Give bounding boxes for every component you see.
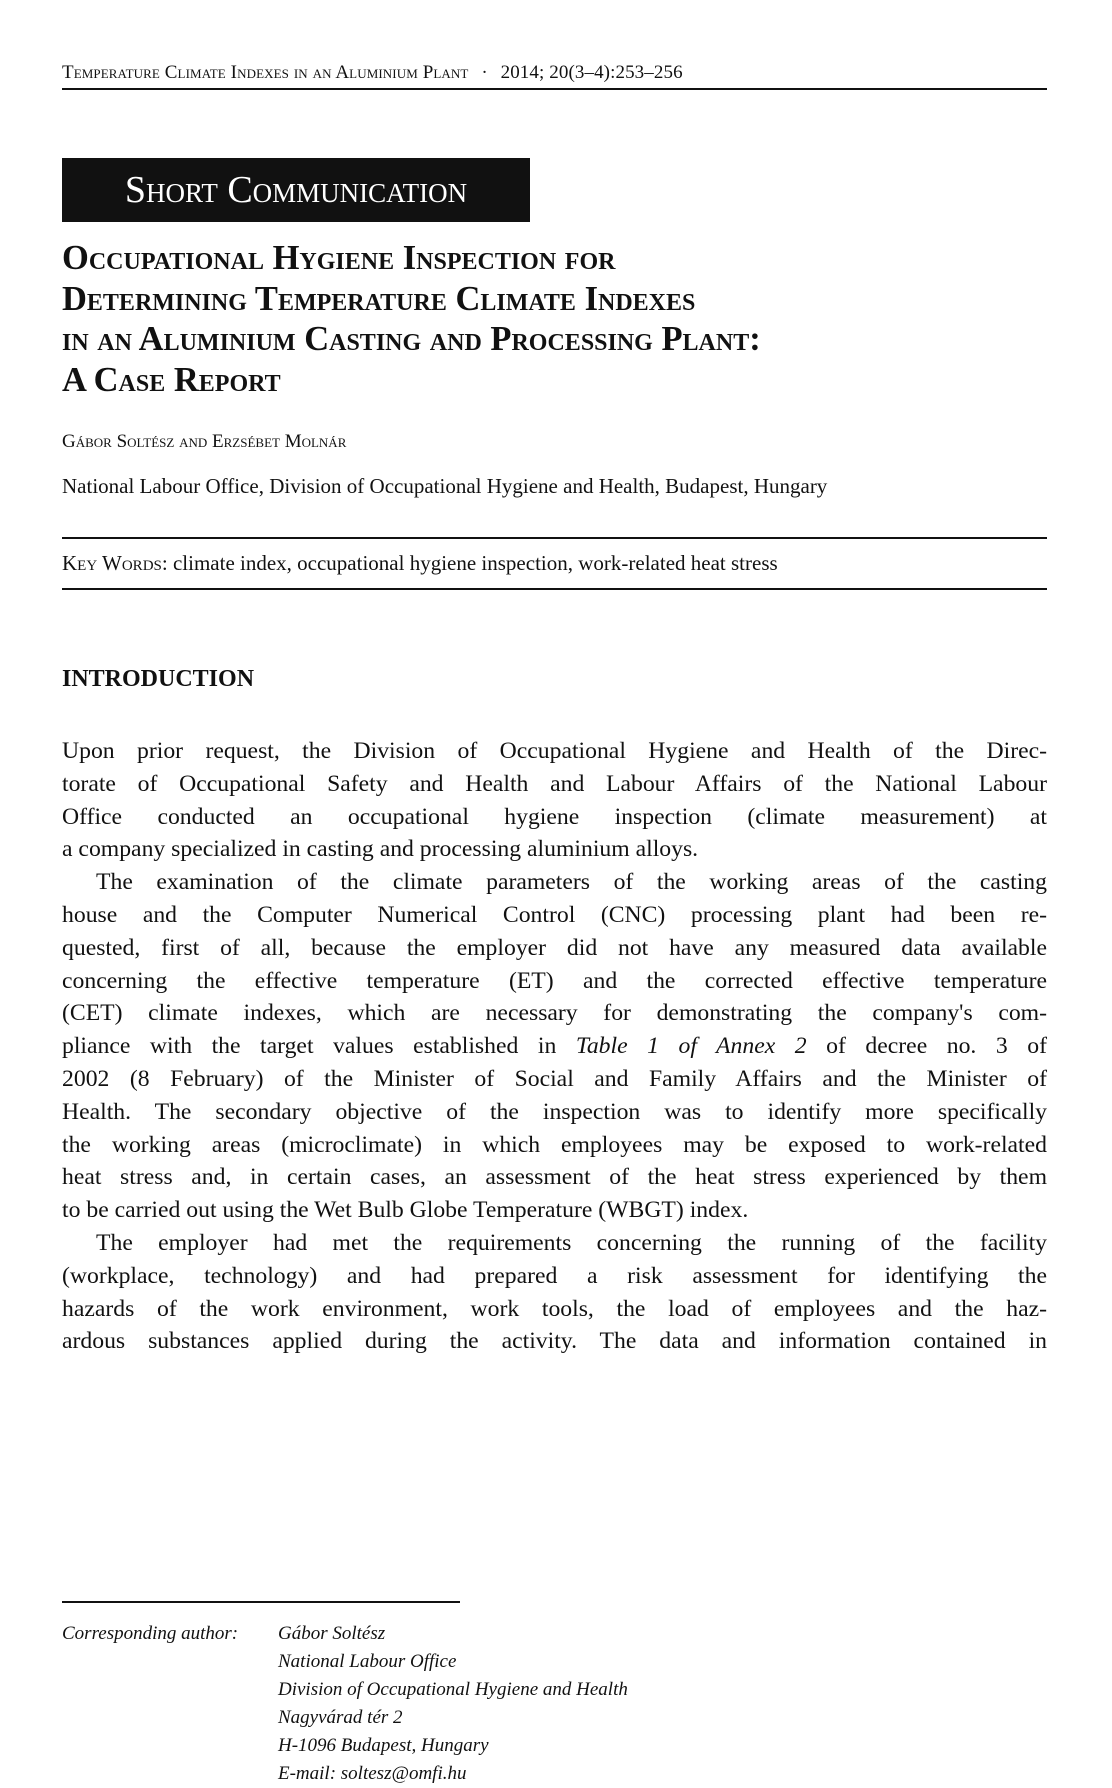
body-line: Upon prior request, the Division of Occupational Hygiene and Health of the Direc-: [62, 738, 1047, 764]
body-line: (workplace, technology) and had prepared a risk assessment for identifying the: [62, 1262, 1047, 1289]
keywords-top-rule: [62, 537, 1047, 539]
body-line: Health. The secondary objective of the inspection was to identify more specifically: [62, 1098, 1047, 1125]
keywords-text: : climate index, occupational hygiene inspection, work-related heat stress: [161, 551, 778, 575]
table-reference: Table 1 of Annex 2: [575, 1033, 807, 1060]
address-line: H-1096 Budapest, Hungary: [278, 1735, 489, 1756]
corresponding-author-address: [278, 1620, 628, 1788]
affiliation: National Labour Office, Division of Occupational Hygiene and Health, Budapest, Hungary: [62, 474, 828, 498]
body-text-run: of decree no. 3 of: [806, 1033, 1047, 1060]
body-line: heat stress and, in certain cases, an assessment of the heat stress experienced by them: [62, 1164, 1047, 1191]
section-heading: INTRODUCTION: [62, 666, 255, 692]
address-line: Division of Occupational Hygiene and Health: [278, 1679, 628, 1700]
body-line: The examination of the climate parameters of the working areas of the casting: [96, 869, 1047, 896]
running-head-citation: 2014; 20(3–4):253–256: [500, 62, 683, 83]
body-line: house and the Computer Numerical Control (CNC) processing plant had been re-: [62, 901, 1047, 928]
address-line: National Labour Office: [278, 1651, 457, 1672]
running-head-title: Temperature Climate Indexes in an Aluminium Plant: [62, 62, 469, 83]
body-text-run: pliance with the target values established in: [62, 1033, 576, 1060]
keywords-label: Key Words: [62, 551, 162, 575]
title-line: Occupational Hygiene Inspection for: [62, 239, 616, 277]
body-text: [62, 735, 1047, 1358]
article-title: [62, 238, 1047, 400]
title-line: in an Aluminium Casting and Processing Plant:: [62, 320, 761, 358]
keywords-bottom-rule: [62, 588, 1047, 590]
footnote-rule: [62, 1601, 460, 1603]
body-line: hazards of the work environment, work tools, the load of employees and the haz-: [62, 1295, 1047, 1322]
keywords: [62, 551, 778, 576]
footnote-label: Corresponding author:: [62, 1623, 239, 1644]
body-line: torate of Occupational Safety and Health and Labour Affairs of the National Labour: [62, 770, 1047, 797]
email-line: E-mail: soltesz@omfi.hu: [278, 1763, 467, 1784]
body-line: 2002 (8 February) of the Minister of Social and Family Affairs and the Minister of: [62, 1065, 1047, 1092]
address-line: Gábor Soltész: [278, 1623, 386, 1644]
body-line: quested, first of all, because the employer did not have any measured data available: [62, 934, 1047, 961]
title-line: A Case Report: [62, 360, 281, 399]
body-line: the working areas (microclimate) in which employees may be exposed to work-related: [62, 1131, 1047, 1158]
title-line: Determining Temperature Climate Indexes: [62, 279, 696, 318]
running-head-separator: ·: [481, 62, 488, 83]
body-line: Office conducted an occupational hygiene inspection (climate measurement) at: [62, 803, 1047, 830]
body-line: [62, 1030, 1047, 1063]
address-line: Nagyvárad tér 2: [278, 1707, 403, 1728]
article-type-banner: Short Communication: [62, 158, 530, 222]
body-line: to be carried out using the Wet Bulb Globe Temperature (WBGT) index.: [62, 1197, 749, 1224]
header-rule: [62, 88, 1047, 90]
body-line: The employer had met the requirements concerning the running of the facility: [96, 1229, 1047, 1256]
authors: Gábor Soltész and Erzsébet Molnár: [62, 431, 347, 452]
running-head: [62, 62, 1047, 84]
body-line: concerning the effective temperature (ET) and the corrected effective temperature: [62, 967, 1047, 994]
body-line: (CET) climate indexes, which are necessary for demonstrating the company's com-: [62, 1000, 1047, 1027]
body-line: a company specialized in casting and processing aluminium alloys.: [62, 836, 699, 863]
body-line: ardous substances applied during the activity. The data and information contained in: [62, 1328, 1047, 1355]
